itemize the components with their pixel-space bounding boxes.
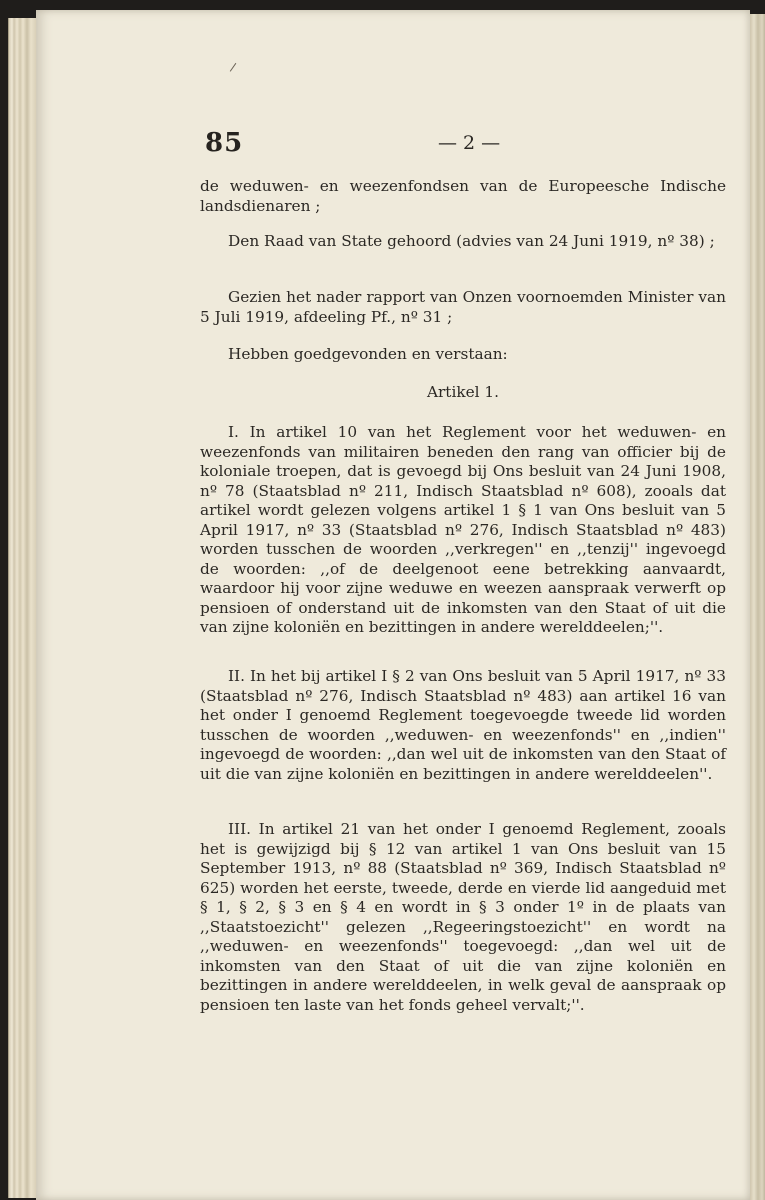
article-heading: Artikel 1. — [426, 383, 500, 401]
paragraph-3: Gezien het nader rapport van Onzen voornoemden Minister van 5 Juli 1919, afdeeling Pf., nº 31 ; — [200, 288, 726, 326]
book-page-edges — [8, 18, 39, 1198]
page-marker: — 2 — — [438, 132, 501, 154]
book-right-edge — [750, 14, 765, 1200]
paragraph-1: de weduwen- en weezenfondsen van de Europeesche Indische landsdienaren ; — [200, 177, 726, 215]
paragraph-section-2: II. In het bij artikel I § 2 van Ons besluit van 5 April 1917, nº 33 (Staatsblad nº 276, Indisch Staatsblad nº 483) aan artikel 16 van het onder I genoemd Reglement toegevoegde tweede lid worden tusschen de woorden ,,weduwen- en weezenfonds'' en ,,indien'' ingevoegd de woorden: ,,dan wel uit de inkomsten van den Staat of uit die van zijne koloniën en bezittingen in andere werelddeelen''. — [200, 667, 726, 783]
paragraph-section-3: III. In artikel 21 van het onder I genoemd Reglement, zooals het is gewijzigd bij § 12 van artikel 1 van Ons besluit van 15 September 1913, nº 88 (Staatsblad nº 369, Indisch Staatsblad nº 625) worden het eerste, tweede, derde en vierde lid aangeduid met § 1, § 2, § 3 en § 4 en wordt in § 3 onder 1º in de plaats van ,,Staatstoezicht'' gelezen ,,Regeeringstoezicht'' en wordt na ,,weduwen- en weezenfonds'' toegevoegd: ,,dan wel uit de inkomsten van den Staat of uit die van zijne koloniën en bezittingen in andere werelddeelen, in welk geval de aanspraak op pensioen ten laste van het fonds geheel vervalt;''. — [200, 820, 726, 1014]
paragraph-4: Hebben goedgevonden en verstaan: — [228, 345, 508, 363]
paragraph-section-1: I. In artikel 10 van het Reglement voor het weduwen- en weezenfonds van militairen beneden den rang van officier bij de koloniale troepen, dat is gevoegd bij Ons besluit van 24 Juni 1908, nº 78 (Staatsblad nº 211, Indisch Staatsblad nº 608), zooals dat artikel wordt gelezen volgens artikel 1 § 1 van Ons besluit van 5 April 1917, nº 33 (Staatsblad nº 276, Indisch Staatsblad nº 483) worden tusschen de woorden ,,verkregen'' en ,,tenzij'' ingevoegd de woorden: ,,of de deelgenoot eene betrekking aanvaardt, waardoor hij voor zijne weduwe en weezen aanspraak verwerft op pensioen of onderstand uit de inkomsten van den Staat of uit die van zijne koloniën en bezittingen in andere werelddeelen;''. — [200, 423, 726, 636]
page-number: 85 — [205, 128, 244, 158]
paragraph-2: Den Raad van State gehoord (advies van 24 Juni 1919, nº 38) ; — [228, 232, 715, 250]
